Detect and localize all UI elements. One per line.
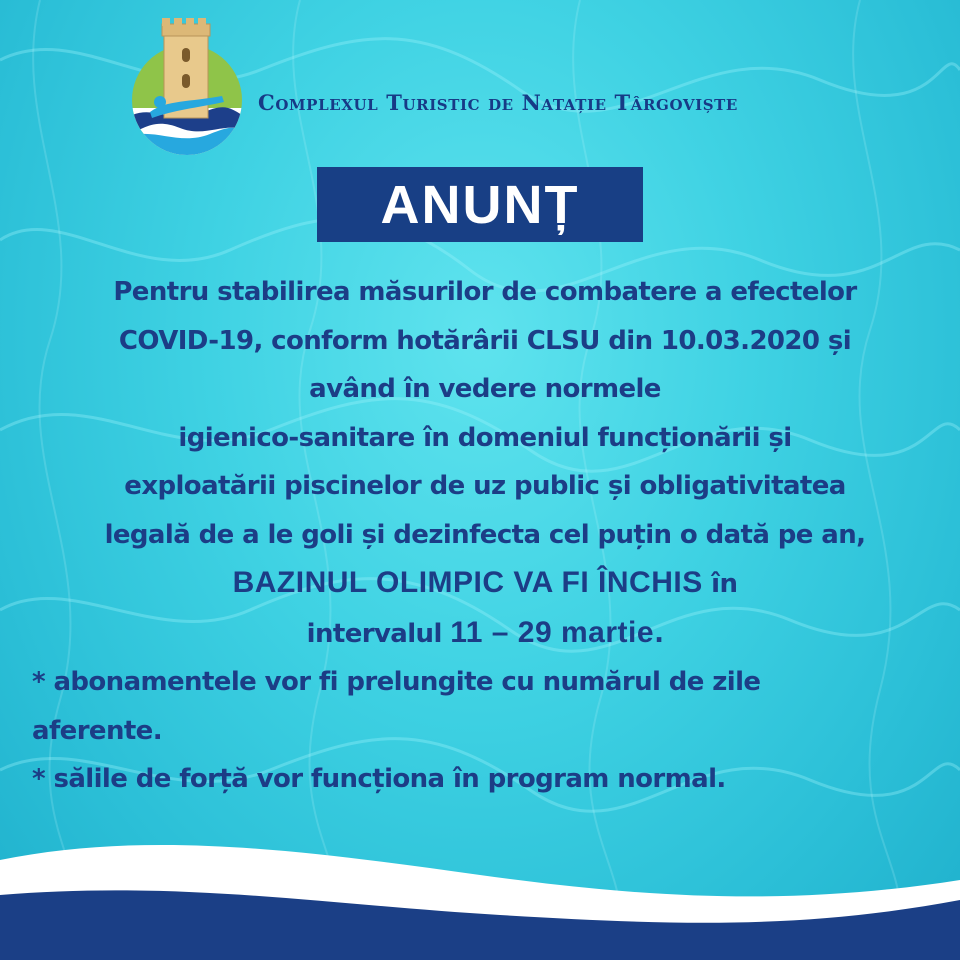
note-1-line-1: * abonamentele vor fi prelungite cu numărul de zile — [32, 667, 761, 697]
interval-line — [30, 609, 940, 659]
note-1-line-2: aferente. — [32, 715, 162, 746]
interval-prefix: intervalul — [306, 618, 451, 649]
tower-swimmer-logo-icon — [130, 18, 244, 156]
body-line-3: având în vedere normele — [309, 374, 661, 404]
note-2: * sălile de forță vor funcționa în program normal. — [32, 764, 726, 794]
announcement-title: ANUNȚ — [380, 174, 580, 235]
header — [130, 18, 890, 158]
bottom-wave-decoration — [0, 820, 960, 960]
notes — [30, 658, 940, 804]
closure-emphasis: BAZINUL OLIMPIC VA FI ÎNCHIS — [232, 566, 703, 599]
interval-suffix: . — [654, 618, 664, 649]
body-line-6: legală de a le goli și dezinfecta cel puțin o dată pe an, — [104, 519, 866, 550]
closure-line — [30, 559, 940, 609]
announcement-title-banner — [317, 167, 643, 242]
interval-dates: 11 – 29 martie — [450, 615, 655, 649]
organization-name: Complexul Turistic de Natație Târgoviște — [258, 90, 738, 115]
body-line-1: Pentru stabilirea măsurilor de combatere a efectelor — [113, 277, 857, 307]
body-line-5: exploatării piscinelor de uz public și obligativitatea — [124, 471, 846, 501]
body-line-4: igienico-sanitare în domeniul funcționării și — [178, 422, 792, 453]
announcement-body — [30, 268, 940, 804]
closure-suffix: în — [702, 569, 738, 599]
body-line-2: COVID-19, conform hotărârii CLSU din 10.03.2020 și — [118, 325, 852, 356]
intro-paragraph — [30, 268, 940, 658]
